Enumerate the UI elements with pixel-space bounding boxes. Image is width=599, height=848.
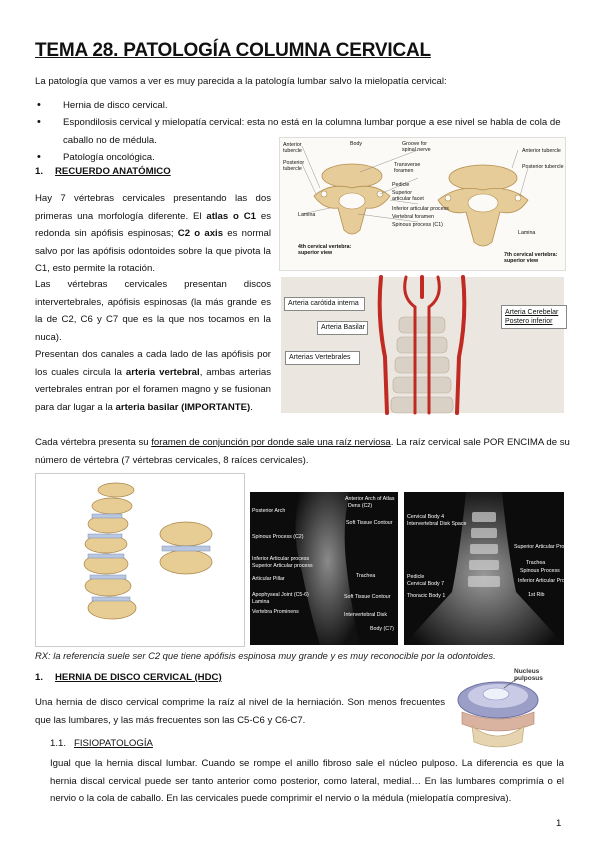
xray2-label: Inferior Articular Process: [518, 578, 576, 584]
bold-run: atlas o C1: [206, 210, 257, 222]
list-item: • Hernia de disco cervical.: [35, 97, 575, 114]
section-label: RECUERDO ANATÓMICO: [55, 166, 171, 177]
cervical-spine-illustration: [35, 473, 245, 647]
xray1-label: Intervertebral Disk: [344, 612, 387, 618]
xray2-label: Cervical Body 7: [407, 581, 445, 587]
label-spinous-process: Spinous process (C1): [392, 222, 443, 228]
label-transverse-foramen: Transverse foramen: [394, 162, 421, 174]
caption-7th-cervical: 7th cervical vertebra: superior view: [504, 252, 558, 264]
bold-run: C2 o axis: [177, 228, 224, 240]
list-item: • Patología oncológica.: [35, 149, 575, 166]
label-inferior-articular-process: Inferior articular process: [392, 206, 449, 212]
herniated-disc-figure: [452, 666, 564, 752]
xray1-label: Vertebra Prominens: [252, 609, 299, 615]
underlined-run: foramen de conjunción por donde sale una raíz nerviosa: [151, 437, 391, 448]
label-vertebral-foramen: Vertebral foramen: [392, 214, 435, 220]
spine-drawing: [36, 474, 244, 646]
bold-run: arteria vertebral: [125, 366, 200, 378]
xray1-label: Dens (C2): [348, 503, 373, 509]
para-vertebrae: [35, 190, 271, 278]
label-posterior-tubercle: Posterior tubercle: [283, 160, 305, 172]
xray1-label: Body (C7): [370, 626, 394, 632]
section-heading-anatomy: [35, 166, 171, 177]
bold-run: arteria basilar: [115, 401, 179, 413]
text-run: , ambas arterias vertebrales entran por el foramen magno y se fusionan para dar lugar a la: [35, 366, 271, 413]
xray2-label: Trachea: [526, 560, 546, 566]
subsection-number: 1.1.: [50, 738, 67, 749]
label-basilar: Arteria Basilar: [317, 321, 368, 335]
xray1-label: Soft Tissue Contour: [344, 594, 391, 600]
label-posterior-tubercle-right: Posterior tubercle: [522, 164, 564, 170]
xray-lateral: [250, 492, 398, 645]
text-run: . La raíz cervical sale POR ENCIMA de su número de vértebra (7 vértebras cervicales, 8 raíces cervicales).: [35, 437, 570, 466]
label-lamina: Lamina: [298, 212, 316, 218]
xray1-label: Trachea: [356, 573, 376, 579]
xray-caption: RX: la referencia suele ser C2 que tiene apófisis espinosa muy grande y es muy reconocible por la odontoides.: [35, 650, 496, 661]
text-run: Presentan dos canales a cada lado de las apófisis por los cuales circula la: [35, 349, 271, 378]
label-anterior-tubercle-right: Anterior tubercle: [522, 148, 561, 154]
xray1-label: Spinous Process (C2): [252, 534, 304, 540]
xray1-label: Articular Pillar: [252, 576, 285, 582]
label-anterior-tubercle: Anterior tubercle: [283, 142, 302, 154]
label-pedicle: Pedicle: [392, 182, 410, 188]
text-run: es redonda sin apófisis espinosas;: [35, 210, 271, 240]
page-number: 1: [556, 818, 562, 829]
xray1-label: Inferior Articular process: [252, 556, 310, 562]
para-fisiopatologia: Igual que la hernia discal lumbar. Cuando se rompe el anillo fibroso sale el núcleo pulposo. La diferencia es que la hernia discal cervical puede ser tanto anterior como posterior, como lateral, medial… En las lumbares comprimía o el nervio o la cola de caballo. En las cervicales puede comprimir el nervio o la médula (mielopatía compresiva).: [50, 758, 564, 805]
subsection-heading-fisiopatologia: [50, 738, 153, 749]
intro-text: La patología que vamos a ver es muy parecida a la patología lumbar salvo la mielopatía cervical:: [35, 76, 447, 87]
subsection-label: FISIOPATOLOGÍA: [74, 738, 153, 749]
text-run: .: [250, 401, 253, 413]
xray2-label: Thoracic Body 1: [407, 593, 446, 599]
section-label: HERNIA DE DISCO CERVICAL (HDC): [55, 672, 222, 683]
xray1-label: Posterior Arch: [252, 508, 286, 514]
xray2-label: Superior Articular Process: [514, 544, 576, 550]
xray1-label: Apophyseal Joint (C5-6): [252, 592, 309, 598]
label-nucleus-pulposus: Nucleus pulposus: [514, 668, 543, 682]
para-hdc: Una hernia de disco cervical comprime la raíz al nivel de la herniación. Son menos frecuentes que las lumbares, y las más frecuentes son las C5-C6 y C6-C7.: [35, 697, 445, 726]
xray2-label: Pedicle: [407, 574, 425, 580]
label-superior-articular-facet: Superior articular facet: [392, 190, 424, 202]
section-number: 1.: [35, 166, 44, 177]
caption-4th-cervical: 4th cervical vertebra: superior view: [298, 244, 352, 256]
xray1-label: Lamina: [252, 599, 270, 605]
xray2-label: Spinous Process: [520, 568, 560, 574]
label-vertebrales: Arterias Vertebrales: [285, 351, 360, 365]
list-item: • Espondilosis cervical y mielopatía cervical: esta no está en la columna lumbar porque a ese nivel se habla de cola de caballo no de médula.: [35, 114, 575, 149]
xray2-label: Cervical Body 4: [407, 514, 445, 520]
label-body: Body: [350, 141, 363, 147]
xray-frontal: [404, 492, 576, 645]
vertebrae-superior-view-figure: [279, 137, 566, 271]
para-foramen: [35, 434, 575, 469]
section-number: 1.: [35, 672, 44, 683]
text-run: Hay 7 vértebras cervicales presentando las dos primeras una morfología diferente. El: [35, 193, 271, 222]
xray1-label: Anterior Arch of Atlas: [345, 496, 395, 502]
xray2-label: Intervertebral Disk Space: [407, 521, 467, 527]
text-run: Cada vértebra presenta su: [35, 437, 152, 448]
label-lamina-right: Lamina: [518, 230, 536, 236]
xray1-label: Superior Articular process: [252, 563, 313, 569]
label-cerebelar-postero-inferior: Arteria Cerebelar Postero inferior: [501, 305, 567, 329]
page-title: TEMA 28. PATOLOGÍA COLUMNA CERVICAL: [35, 40, 431, 61]
label-groove-spinal-nerve: Groove for spinal nerve: [402, 141, 431, 153]
vertebral-arteries-figure: [281, 277, 564, 413]
para-discs: Las vértebras cervicales presentan discos intervertebrales, apófisis espinosas (la más grande es la de C2, C6 y C7 que es la que nos tocamos en la nuca).: [35, 279, 271, 343]
para-arteries: [35, 346, 271, 416]
label-carotida-interna: Arteria carótida interna: [284, 297, 365, 311]
text-run: es normal salvo por las apófisis odontoides sobre la que pivota la C1, esto permite la rotación.: [35, 228, 271, 275]
bold-run: (IMPORTANTE): [181, 401, 251, 413]
xray1-label: Soft Tissue Contour: [346, 520, 393, 526]
xray2-label: 1st Rib: [528, 592, 545, 598]
section-heading-hdc: [35, 672, 222, 683]
